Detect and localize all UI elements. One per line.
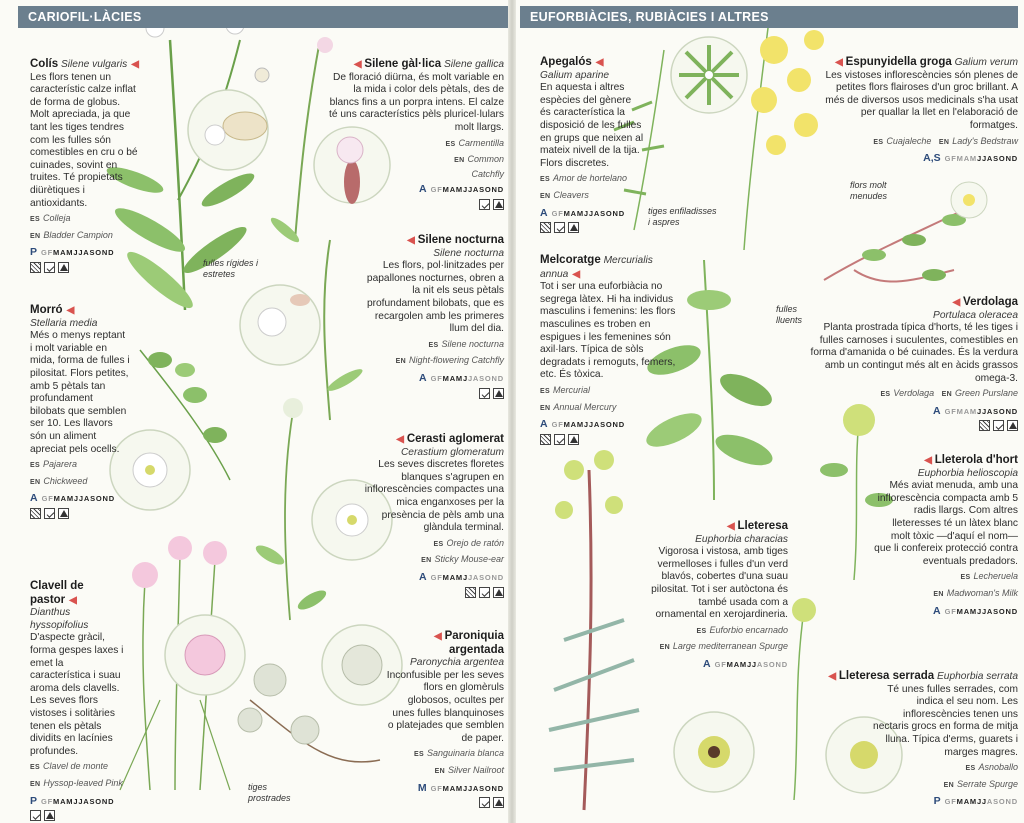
spanish-name: ES Euforbio encarnado xyxy=(696,624,788,635)
spanish-name: ES Amor de hortelano xyxy=(540,173,627,184)
entry-lleterola-dhort xyxy=(874,454,1018,618)
habitat-icon xyxy=(465,587,476,598)
entry-scientific-name: Galium verum xyxy=(954,57,1018,68)
mountain-icon xyxy=(568,434,579,445)
right-page xyxy=(514,0,1024,823)
triangle-marker-icon: ◀ xyxy=(924,455,932,466)
flowering-calendar: P GFMAMJJASOND xyxy=(30,246,115,259)
entry-melcoratge xyxy=(540,254,688,445)
entry-description: Més aviat menuda, amb una inflorescència compacta amb 5 radis llargs. Com altres lleteresses té un làtex blanc molt tòxic —d'aquí el nom— que li confereix protecció contra eventuals predadors. xyxy=(874,480,1018,567)
habitat-icon xyxy=(30,508,41,519)
entry-apegalos xyxy=(540,56,644,233)
habitat-icon xyxy=(554,222,565,233)
flowering-calendar: M GFMAMJJASOND xyxy=(417,781,504,794)
triangle-marker-icon: ◀ xyxy=(952,297,961,308)
annotation-tiges-prostrades: tiges prostrades xyxy=(248,782,291,803)
entry-title: Espunyidella groga xyxy=(845,56,952,68)
flowering-calendar: A GFMAMJJASOND xyxy=(419,570,504,583)
entry-scientific-name: Galium aparine xyxy=(540,69,610,81)
entry-clavell-de-pastor xyxy=(30,580,126,821)
flowering-calendar: A GFMAMJJASOND xyxy=(419,371,504,384)
entry-scientific-name: Silene vulgaris xyxy=(60,59,128,70)
annotation-flors-molt-menudes: flors molt menudes xyxy=(850,180,888,201)
spanish-name: ES Orejo de ratón xyxy=(433,537,504,548)
english-name: EN Cleavers xyxy=(540,189,589,200)
entry-title: Morró xyxy=(30,304,63,316)
habitat-icon xyxy=(479,199,490,210)
habitat-icons xyxy=(30,262,140,273)
entry-title: Lleterola d'hort xyxy=(934,454,1018,466)
habitat-icon xyxy=(479,797,490,808)
entry-description: Més o menys reptant i molt variable en mida, forma de fulles i pilositat. Flors petites, amb 5 pètals tan profundament bilobats que semblen ser 10. Les llavors són un aliment apreciat pels ocells. xyxy=(30,330,130,455)
entry-scientific-name: Silene nocturna xyxy=(433,247,504,259)
english-name: EN Bladder Campion xyxy=(30,229,113,240)
triangle-marker-icon: ◀ xyxy=(828,671,837,682)
english-name: EN Annual Mercury xyxy=(540,401,617,412)
entry-title: Lleteresa serrada xyxy=(838,670,935,682)
spanish-name: ES Colleja xyxy=(30,213,71,224)
entry-description: Les flors tenen un característic calze inflat de forma de globus. Molt apreciada, ja que tant les tiges tendres com les fulles són comestibles en cru o bé cuinades, sovint en truites. Té propietats diürètiques i antioxidants. xyxy=(30,71,138,209)
flowering-calendar: A GFMAMJJASOND xyxy=(540,206,625,219)
triangle-marker-icon: ◀ xyxy=(835,57,843,68)
triangle-marker-icon: ◀ xyxy=(726,521,735,532)
right-page-header: EUFORBIÀCIES, RUBIÀCIES I ALTRES xyxy=(520,6,1018,28)
mountain-icon xyxy=(493,797,504,808)
triangle-marker-icon: ◀ xyxy=(572,268,581,280)
entry-scientific-name: Stellaria media xyxy=(30,317,98,329)
entry-description: Inconfusible per les seves flors en glomèruls globosos, ocultes per unes fulles blanquinoses o platejades que semblen de paper. xyxy=(386,669,504,744)
entry-description: Vigorosa i vistosa, amb tiges vermelloses i fulles d'un verd blavós, cobertes d'una suau pilositat. Tot i ser autòctona és també usada com a ornamental en xerojardineria. xyxy=(651,546,788,621)
mountain-icon xyxy=(493,587,504,598)
english-name: EN Madwoman's Milk xyxy=(933,587,1018,598)
entry-paroniquia-argentada xyxy=(384,630,504,808)
galium-verum-illustration xyxy=(744,20,824,250)
spanish-name: ES Clavel de monte xyxy=(30,761,108,772)
triangle-marker-icon: ◀ xyxy=(434,631,442,642)
vernacular-names: ES Cuajaleche EN Lady's Bedstraw xyxy=(873,135,1018,146)
annotation-tiges-enfiladisses: tiges enfiladisses i aspres xyxy=(648,206,717,227)
spanish-name: ES Mercurial xyxy=(540,384,590,395)
entry-scientific-name: Dianthus hyssopifolius xyxy=(30,607,89,631)
entry-scientific-name: Mercurialis annua xyxy=(540,255,653,280)
habitat-icons xyxy=(540,222,644,233)
english-name: EN Silver Nailroot xyxy=(434,764,504,775)
entry-title: Silene nocturna xyxy=(417,234,504,246)
flowering-calendar: A GFMAMJJASOND xyxy=(540,418,625,431)
mountain-icon xyxy=(493,388,504,399)
entry-scientific-name: Cerastium glomeratum xyxy=(400,446,504,458)
triangle-marker-icon: ◀ xyxy=(69,594,77,606)
annotation-fulles-lluents: fulles lluents xyxy=(776,304,803,325)
entry-scientific-name: Euphorbia serrata xyxy=(937,671,1018,682)
spanish-name: ES Carmentilla xyxy=(445,137,504,148)
entry-lleteresa xyxy=(648,520,788,672)
entry-description: De floració diürna, és molt variable en la mida i color dels pètals, des de blancs fins a un porpra intens. El calze té uns característics pèls pluricel·lulars molt llargs. xyxy=(329,71,504,133)
entry-title: Silene gàl·lica xyxy=(364,58,442,70)
entry-title: Cerasti aglomerat xyxy=(406,433,504,445)
entry-silene-nocturna xyxy=(360,234,504,399)
habitat-icons xyxy=(360,587,504,598)
flowering-calendar: A GFMAMJJASOND xyxy=(419,183,504,196)
flowering-calendar: P GFMAMJJASOND xyxy=(933,795,1018,808)
entry-description: Les seves discretes floretes blanques s'agrupen en inflorescències compactes una mica enganxoses per la presència de pèls amb una glàndula terminal. xyxy=(364,459,504,534)
entry-espunyidella-groga xyxy=(818,56,1018,166)
entry-lleteresa-serrada xyxy=(806,670,1018,809)
english-name: EN Large mediterranean Spurge xyxy=(659,641,788,652)
triangle-marker-icon: ◀ xyxy=(407,235,415,246)
entry-description: Les vistoses inflorescències són plenes de petites flors flairoses d'un groc brillant. A més de diversos usos medicinals s'ha usat per quallar la llet en l'elaboració de formatges. xyxy=(825,69,1018,131)
entry-description: Planta prostrada típica d'horts, té les tiges i fulles carnoses i suculentes, comestibles en forma d'amanida o bé cuinades. És la verdura amb un contingut més alt en àcids grassos omega-3. xyxy=(810,322,1018,384)
english-name: EN Night-flowering Catchfly xyxy=(395,355,504,366)
habitat-icon xyxy=(30,262,41,273)
triangle-marker-icon: ◀ xyxy=(66,305,75,316)
flowering-calendar: A GFMAMJJASOND xyxy=(933,604,1018,617)
entry-title: Clavell de pastor xyxy=(30,580,84,606)
vernacular-names: ES Verdolaga EN Green Purslane xyxy=(880,388,1018,399)
spanish-name: ES Asnoballo xyxy=(965,762,1018,773)
entry-colis xyxy=(30,58,140,273)
habitat-icon xyxy=(993,420,1004,431)
entry-scientific-name: Euphorbia helioscopia xyxy=(917,467,1018,479)
entry-cerasti-aglomerat xyxy=(360,433,504,598)
mountain-icon xyxy=(44,810,55,821)
habitat-icon xyxy=(44,508,55,519)
spanish-name: ES Pajarera xyxy=(30,459,77,470)
entry-scientific-name: Portulaca oleracea xyxy=(933,309,1018,321)
flowering-calendar: A GFMAMJJASOND xyxy=(30,492,115,505)
entry-title: Paroniquia argentada xyxy=(444,630,504,656)
triangle-marker-icon: ◀ xyxy=(131,59,139,70)
habitat-icon xyxy=(554,434,565,445)
entry-silene-gallica xyxy=(310,58,504,210)
mountain-icon xyxy=(1007,420,1018,431)
flowering-calendar: A GFMAMJJASOND xyxy=(933,404,1018,417)
spanish-name: ES Silene nocturna xyxy=(428,338,504,349)
mountain-icon xyxy=(58,508,69,519)
paronychia-illustration xyxy=(238,625,402,762)
mountain-icon xyxy=(568,222,579,233)
habitat-icon xyxy=(30,810,41,821)
annotation-fulles-rigides: fulles rígides i estretes xyxy=(203,258,259,279)
entry-description: Les flors, pol·linitzades per papallones nocturnes, obren a la nit els seus pètals profundament bilobats, que es recargolen amb les primeres llum del dia. xyxy=(366,260,504,335)
habitat-icon xyxy=(540,222,551,233)
entry-title: Verdolaga xyxy=(963,296,1018,308)
triangle-marker-icon: ◀ xyxy=(353,59,362,70)
habitat-icon xyxy=(979,420,990,431)
entry-title: Colís xyxy=(30,58,59,70)
triangle-marker-icon: ◀ xyxy=(396,434,404,445)
entry-title: Melcoratge xyxy=(540,254,601,266)
habitat-icons xyxy=(310,199,504,210)
flowering-calendar: P GFMAMJJASOND xyxy=(30,794,115,807)
english-name: EN Serrate Spurge xyxy=(943,778,1018,789)
flowering-calendar: A,S GFMAMJJASOND xyxy=(923,152,1018,165)
mountain-icon xyxy=(493,199,504,210)
habitat-icon xyxy=(44,262,55,273)
mountain-icon xyxy=(58,262,69,273)
triangle-marker-icon: ◀ xyxy=(595,57,604,68)
habitat-icons xyxy=(540,434,688,445)
entry-verdolaga xyxy=(810,296,1018,431)
spanish-name: ES Sanguinaria blanca xyxy=(413,748,504,759)
habitat-icons xyxy=(30,810,126,821)
entry-description: En aquesta i altres espècies del gènere és característica la disposició de les fulles en grups que neixen al mateix nivell de la tija. Flors discretes. xyxy=(540,82,644,169)
entry-scientific-name: Euphorbia characias xyxy=(695,533,788,545)
entry-scientific-name: Silene gallica xyxy=(443,59,504,70)
dianthus-illustration xyxy=(120,536,245,790)
english-name: EN Hyssop-leaved Pink xyxy=(30,777,123,788)
entry-title: Lleteresa xyxy=(737,520,788,532)
entry-scientific-name: Paronychia argentea xyxy=(409,657,504,669)
habitat-icons xyxy=(810,420,1018,431)
habitat-icons xyxy=(384,797,504,808)
flowering-calendar: A GFMAMJJASOND xyxy=(703,657,788,670)
habitat-icon xyxy=(479,587,490,598)
english-name: EN Chickweed xyxy=(30,475,88,486)
entry-description: D'aspecte gràcil, forma gespes laxes i emet la característica i suau aroma dels clavells. Les seves flors vistoses i solitàries tenen els pètals dividits en lacínies profundes. xyxy=(30,632,124,757)
habitat-icon xyxy=(479,388,490,399)
left-page-header: CARIOFIL·LÀCIES xyxy=(18,6,510,28)
habitat-icons xyxy=(360,388,504,399)
habitat-icon xyxy=(540,434,551,445)
entry-morro xyxy=(30,304,130,519)
spanish-name: ES Lecheruela xyxy=(960,571,1018,582)
entry-description: Tot i ser una euforbiàcia no segrega làtex. Hi ha individus masculins i femenins: les flors masculines es troben en espigues i les femenines són axil·lars. Típica de sòls degradats i remoguts, femers, etc. És tòxica. xyxy=(540,281,676,381)
habitat-icons xyxy=(30,508,130,519)
left-page xyxy=(0,0,510,823)
english-name: EN Sticky Mouse-ear xyxy=(421,554,504,565)
entry-description: Té unes fulles serrades, com indica el seu nom. Les inflorescències tenen uns nectaris grocs en forma de mitja lluna. Típica d'erms, guarets i marges magres. xyxy=(873,683,1018,758)
entry-title: Apegalós xyxy=(540,56,592,68)
english-name: EN Common Catchfly xyxy=(454,154,504,179)
